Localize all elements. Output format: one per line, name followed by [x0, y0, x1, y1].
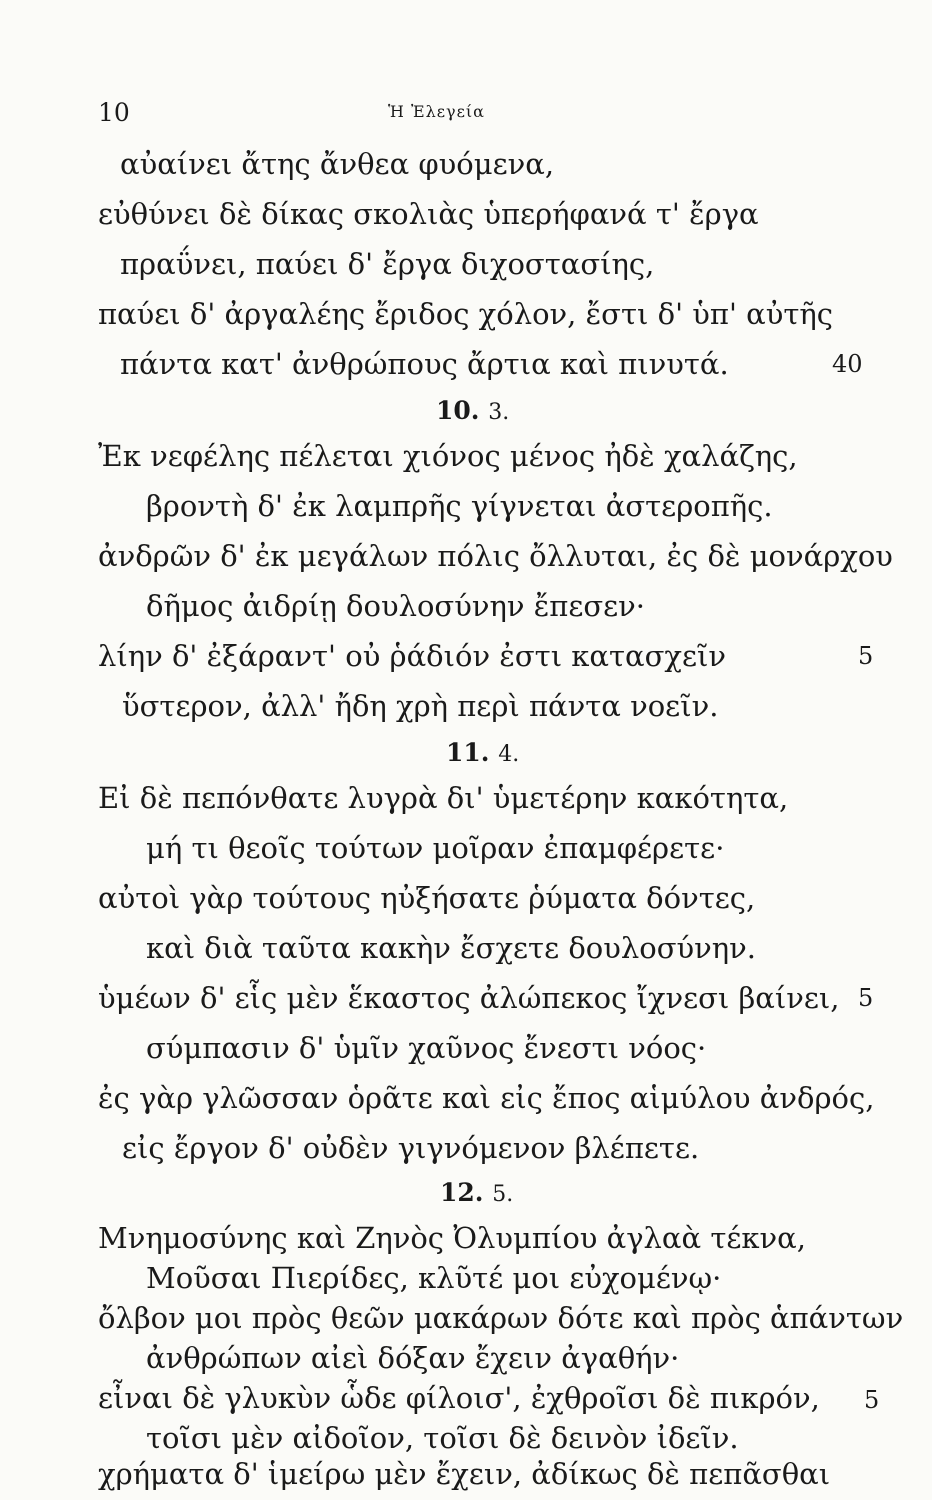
poem-heading — [446, 740, 519, 766]
page-number: 10 — [98, 98, 130, 127]
poem-number: 12. — [440, 1178, 484, 1207]
verse-line: πραΰνει, παύει δ' ἔργα διχοστασίης, — [120, 247, 655, 281]
line-number: 5 — [858, 984, 874, 1012]
verse-line: Ἐκ νεφέλης πέλεται χιόνος μένος ἠδὲ χαλάζης, — [98, 439, 798, 473]
verse-line: αὐτοὶ γὰρ τούτους ηὐξήσατε ῥύματα δόντες, — [98, 881, 756, 915]
verse-line: ἀνθρώπων αἰεὶ δόξαν ἔχειν ἀγαθήν· — [146, 1341, 680, 1375]
verse-line: τοῖσι μὲν αἰδοῖον, τοῖσι δὲ δεινὸν ἰδεῖν. — [146, 1421, 739, 1455]
verse-line: σύμπασιν δ' ὑμῖν χαῦνος ἔνεστι νόος· — [146, 1031, 707, 1065]
verse-line: βροντὴ δ' ἐκ λαμπρῆς γίγνεται ἀστεροπῆς. — [146, 489, 773, 523]
poem-heading — [436, 398, 509, 424]
verse-line: καὶ διὰ ταῦτα κακὴν ἔσχετε δουλοσύνην. — [146, 931, 756, 965]
verse-line: πάντα κατ' ἀνθρώπους ἄρτια καὶ πινυτά. — [120, 347, 729, 381]
verse-line: παύει δ' ἀργαλέης ἔριδος χόλον, ἔστι δ' ὑπ' αὐτῆς — [98, 297, 834, 331]
running-title: Ἡ Ἐλεγεία — [388, 102, 485, 121]
poem-number: 10. — [436, 396, 480, 425]
verse-line: εὐθύνει δὲ δίκας σκολιὰς ὑπερήφανά τ' ἔργα — [98, 197, 759, 231]
verse-line: λίην δ' ἐξάραντ' οὐ ῥάδιόν ἐστι κατασχεῖν — [98, 639, 727, 673]
line-number: 5 — [864, 1386, 880, 1414]
verse-line: χρήματα δ' ἱμείρω μὲν ἔχειν, ἀδίκως δὲ πεπᾶσθαι — [98, 1457, 831, 1491]
verse-line: Μοῦσαι Πιερίδες, κλῦτέ μοι εὐχομένῳ· — [146, 1261, 722, 1295]
fragment-number: 3. — [488, 400, 510, 425]
verse-line: ὄλβον μοι πρὸς θεῶν μακάρων δότε καὶ πρὸς ἁπάντων — [98, 1301, 904, 1335]
verse-line: Εἰ δὲ πεπόνθατε λυγρὰ δι' ὑμετέρην κακότητα, — [98, 781, 789, 815]
verse-line: ὕστερον, ἀλλ' ἤδη χρὴ περὶ πάντα νοεῖν. — [122, 689, 719, 723]
fragment-number: 4. — [498, 742, 520, 767]
verse-line: δῆμος ἀιδρίῃ δουλοσύνην ἔπεσεν· — [146, 589, 646, 623]
verse-line: Μνημοσύνης καὶ Ζηνὸς Ὀλυμπίου ἀγλαὰ τέκνα, — [98, 1221, 806, 1255]
poem-number: 11. — [446, 738, 490, 767]
verse-line: αὐαίνει ἄτης ἄνθεα φυόμενα, — [120, 147, 555, 181]
verse-line: ἐς γὰρ γλῶσσαν ὁρᾶτε καὶ εἰς ἔπος αἱμύλου ἀνδρός, — [98, 1081, 875, 1115]
verse-line: μή τι θεοῖς τούτων μοῖραν ἐπαμφέρετε· — [146, 831, 725, 865]
verse-line: εἰς ἔργον δ' οὐδὲν γιγνόμενον βλέπετε. — [122, 1131, 700, 1165]
fragment-number: 5. — [492, 1182, 514, 1207]
verse-line: εἶναι δὲ γλυκὺν ὧδε φίλοισ', ἐχθροῖσι δὲ πικρόν, — [98, 1381, 820, 1415]
verse-line: ὑμέων δ' εἷς μὲν ἕκαστος ἀλώπεκος ἴχνεσι βαίνει, — [98, 981, 840, 1015]
line-number: 40 — [832, 350, 863, 378]
line-number: 5 — [858, 642, 874, 670]
verse-line: ἀνδρῶν δ' ἐκ μεγάλων πόλις ὄλλυται, ἐς δὲ μονάρχου — [98, 539, 893, 573]
poem-heading — [440, 1180, 513, 1206]
page-header — [0, 98, 932, 132]
